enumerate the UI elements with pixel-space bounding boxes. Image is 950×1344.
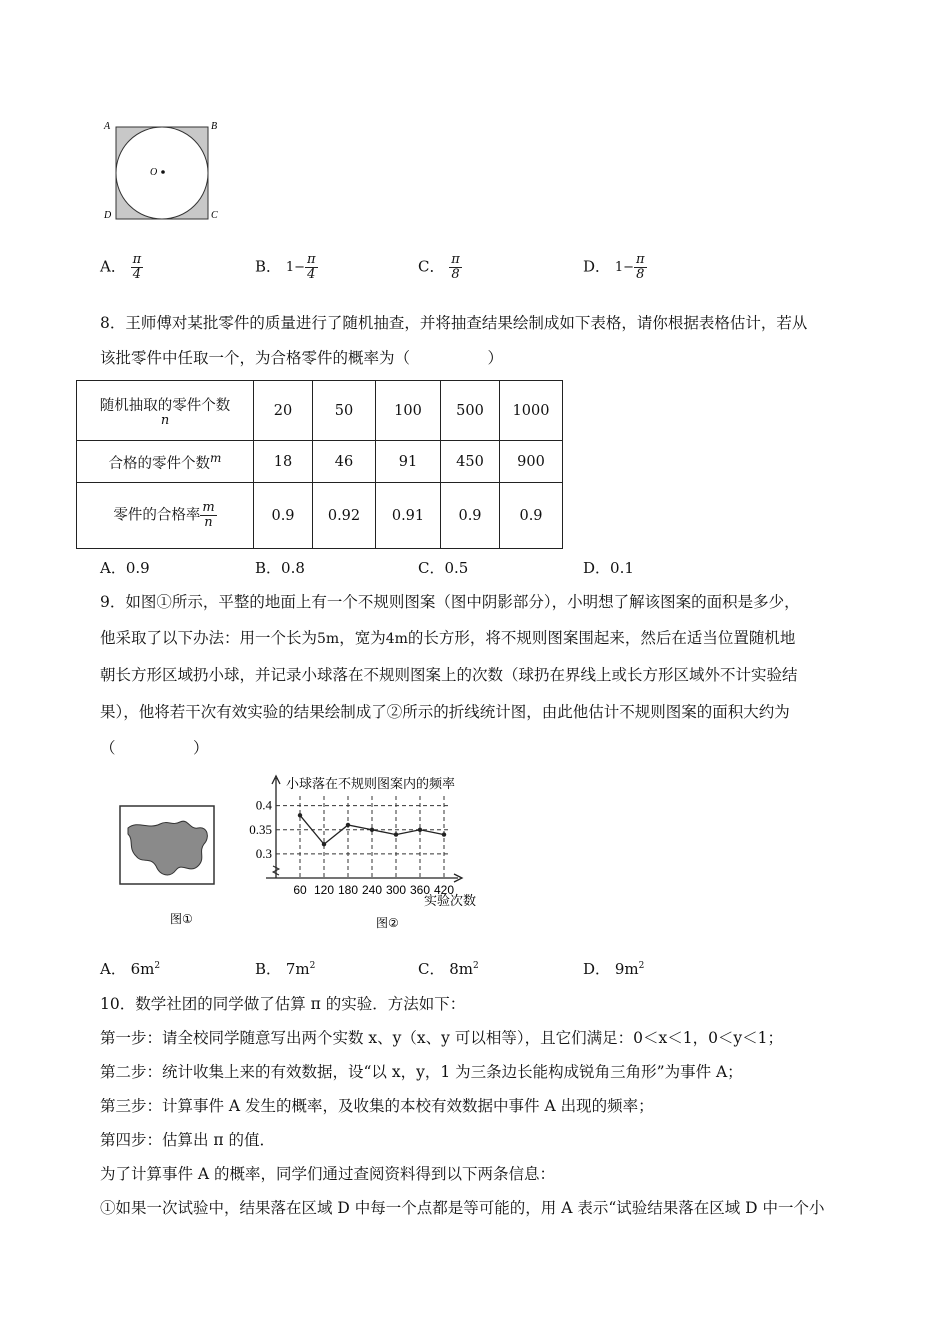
text: ，宽为 — [339, 629, 386, 647]
option-letter: C． — [418, 257, 445, 276]
q9-option-b[interactable] — [255, 958, 315, 979]
q8-option-a[interactable]: A．0.9 — [100, 559, 150, 577]
axis-break — [273, 866, 279, 875]
option-sup: 2 — [473, 961, 479, 971]
table-row — [77, 441, 563, 483]
label-O: O — [150, 167, 158, 178]
q8-line1: 8．王师傅对某批零件的质量进行了随机抽查，并将抽查结果绘制成如下表格，请你根据表格估计，若从 — [100, 314, 808, 332]
q8-table — [76, 380, 563, 549]
length-value: 5m — [317, 631, 340, 647]
table-cell: 450 — [441, 441, 500, 483]
x-tick-label: 300 — [385, 883, 407, 897]
q9-line1: 9．如图①所示，平整的地面上有一个不规则图案（图中阴影部分），小明想了解该图案的面积是多少， — [100, 593, 800, 611]
q8-option-b[interactable]: B．0.8 — [255, 559, 305, 577]
option-value: 7m — [285, 960, 310, 978]
q9-line3: 朝长方形区域扔小球，并记录小球落在不规则图案上的次数（球扔在界线上或长方形区域外不计实验结 — [100, 666, 798, 684]
y-tick-label: 0.3 — [255, 845, 272, 861]
width-value: 4m — [385, 631, 408, 647]
option-value: 6m — [130, 960, 155, 978]
fraction: $\frac{\pi}{4}$ — [132, 252, 142, 282]
data-point — [418, 828, 422, 832]
q9-line2 — [100, 628, 795, 649]
q9-option-a[interactable] — [100, 958, 160, 979]
table-cell: 91 — [376, 441, 441, 483]
data-point — [322, 842, 326, 846]
q9-option-d[interactable] — [583, 958, 644, 979]
row-label: 随机抽取的零件个数 — [99, 398, 231, 414]
chart-title: 小球落在不规则图案内的频率 — [286, 777, 456, 792]
q8-option-d[interactable]: D．0.1 — [583, 559, 634, 577]
option-letter: A． — [100, 960, 126, 978]
q7-option-a[interactable] — [100, 253, 143, 282]
text: 的长方形，将不规则图案围起来，然后在适当位置随机地 — [407, 629, 796, 647]
rectangle-with-shape — [118, 804, 218, 886]
table-cell: 500 — [441, 381, 500, 441]
option-value: 9m — [614, 960, 639, 978]
x-tick-label: 420 — [433, 883, 455, 897]
table-cell: 0.9 — [441, 483, 500, 549]
fraction: $\frac{\pi}{8}$ — [635, 252, 645, 282]
q10-line1: 10．数学社团的同学做了估算 π 的实验．方法如下： — [100, 995, 466, 1013]
table-cell: 50 — [313, 381, 376, 441]
x-tick-label: 60 — [293, 883, 307, 897]
q9-line5: （ ） — [100, 739, 209, 757]
table-cell: 0.9 — [254, 483, 313, 549]
data-point — [442, 832, 446, 836]
data-point — [298, 813, 302, 817]
q10-line4: 第三步：计算事件 A 发生的概率，及收集的本校有效数据中事件 A 出现的频率； — [100, 1097, 654, 1115]
table-cell: 20 — [254, 381, 313, 441]
q8-line2: 该批零件中任取一个，为合格零件的概率为（ ） — [100, 349, 504, 367]
fraction: $\frac{\pi}{4}$ — [306, 252, 316, 282]
option-sup: 2 — [309, 961, 316, 971]
square-circle-figure — [100, 115, 225, 227]
label-D: D — [104, 210, 112, 221]
q10-line6: 为了计算事件 A 的概率，同学们通过查阅资料得到以下两条信息： — [100, 1165, 556, 1183]
q10-line3: 第二步：统计收集上来的有效数据，设“以 x，y，1 为三条边长能构成锐角三角形”为事件 A； — [100, 1063, 743, 1081]
prefix: 1− — [285, 260, 305, 275]
label-B: B — [211, 121, 218, 132]
q10-line5: 第四步：估算出 π 的值． — [100, 1131, 276, 1149]
prefix: 1− — [614, 260, 634, 275]
fraction: $\frac{m}{n}$ — [202, 500, 215, 530]
option-sup: 2 — [638, 961, 645, 971]
q7-option-c[interactable] — [418, 253, 462, 282]
data-point — [346, 823, 350, 827]
row-var: m — [210, 450, 222, 465]
table-cell: 46 — [313, 441, 376, 483]
q10-line7: ①如果一次试验中，结果落在区域 D 中每一个点都是等可能的，用 A 表示“试验结果落在区域 D 中一个小 — [100, 1199, 825, 1217]
x-tick-label: 120 — [313, 883, 335, 897]
option-sup: 2 — [154, 961, 161, 971]
q9-line4: 果），他将若干次有效实验的结果绘制成了②所示的折线统计图，由此他估计不规则图案的面积大约为 — [100, 703, 790, 721]
text: 他采取了以下办法：用一个长为 — [100, 629, 318, 647]
data-point — [394, 832, 398, 836]
table-cell: 900 — [500, 441, 563, 483]
table-cell: 0.92 — [313, 483, 376, 549]
figure-1-caption: 图① — [170, 912, 193, 926]
frequency-line-chart — [240, 770, 500, 938]
y-tick-label: 0.4 — [255, 797, 272, 813]
x-tick-label: 180 — [337, 883, 359, 897]
x-tick-label: 240 — [361, 883, 383, 897]
option-letter: C． — [418, 960, 445, 978]
table-cell: 18 — [254, 441, 313, 483]
q7-option-d[interactable] — [583, 253, 647, 282]
option-letter: B． — [255, 257, 282, 276]
option-letter: D． — [583, 257, 611, 276]
label-C: C — [211, 210, 218, 221]
table-cell: 100 — [376, 381, 441, 441]
data-point — [370, 828, 374, 832]
table-row — [77, 483, 563, 549]
figure-2-caption: 图② — [376, 916, 399, 930]
table-cell: 0.91 — [376, 483, 441, 549]
table-cell: 0.9 — [500, 483, 563, 549]
table-cell: 1000 — [500, 381, 563, 441]
x-tick-label: 360 — [409, 883, 431, 897]
q8-option-c[interactable]: C．0.5 — [418, 559, 469, 577]
option-letter: B． — [255, 960, 282, 978]
option-letter: A． — [100, 257, 126, 276]
option-value: 8m — [449, 960, 474, 978]
fraction: $\frac{\pi}{8}$ — [451, 252, 460, 282]
irregular-shape-figure — [118, 888, 218, 936]
table-row — [77, 381, 563, 441]
option-letter: D． — [583, 960, 611, 978]
chart-xlabel: 实验次数 — [424, 894, 477, 909]
y-tick-label: 0.35 — [249, 821, 272, 837]
q10-line2: 第一步：请全校同学随意写出两个实数 x、y（x、y 可以相等），且它们满足：0＜x＜1，0＜y＜1； — [100, 1029, 784, 1047]
label-A: A — [104, 121, 111, 132]
row-label: 合格的零件个数 — [108, 455, 211, 472]
row-label: 零件的合格率 — [113, 507, 201, 524]
row-var: n — [160, 413, 170, 428]
q9-option-c[interactable] — [418, 958, 479, 979]
q7-option-b[interactable] — [255, 253, 318, 282]
